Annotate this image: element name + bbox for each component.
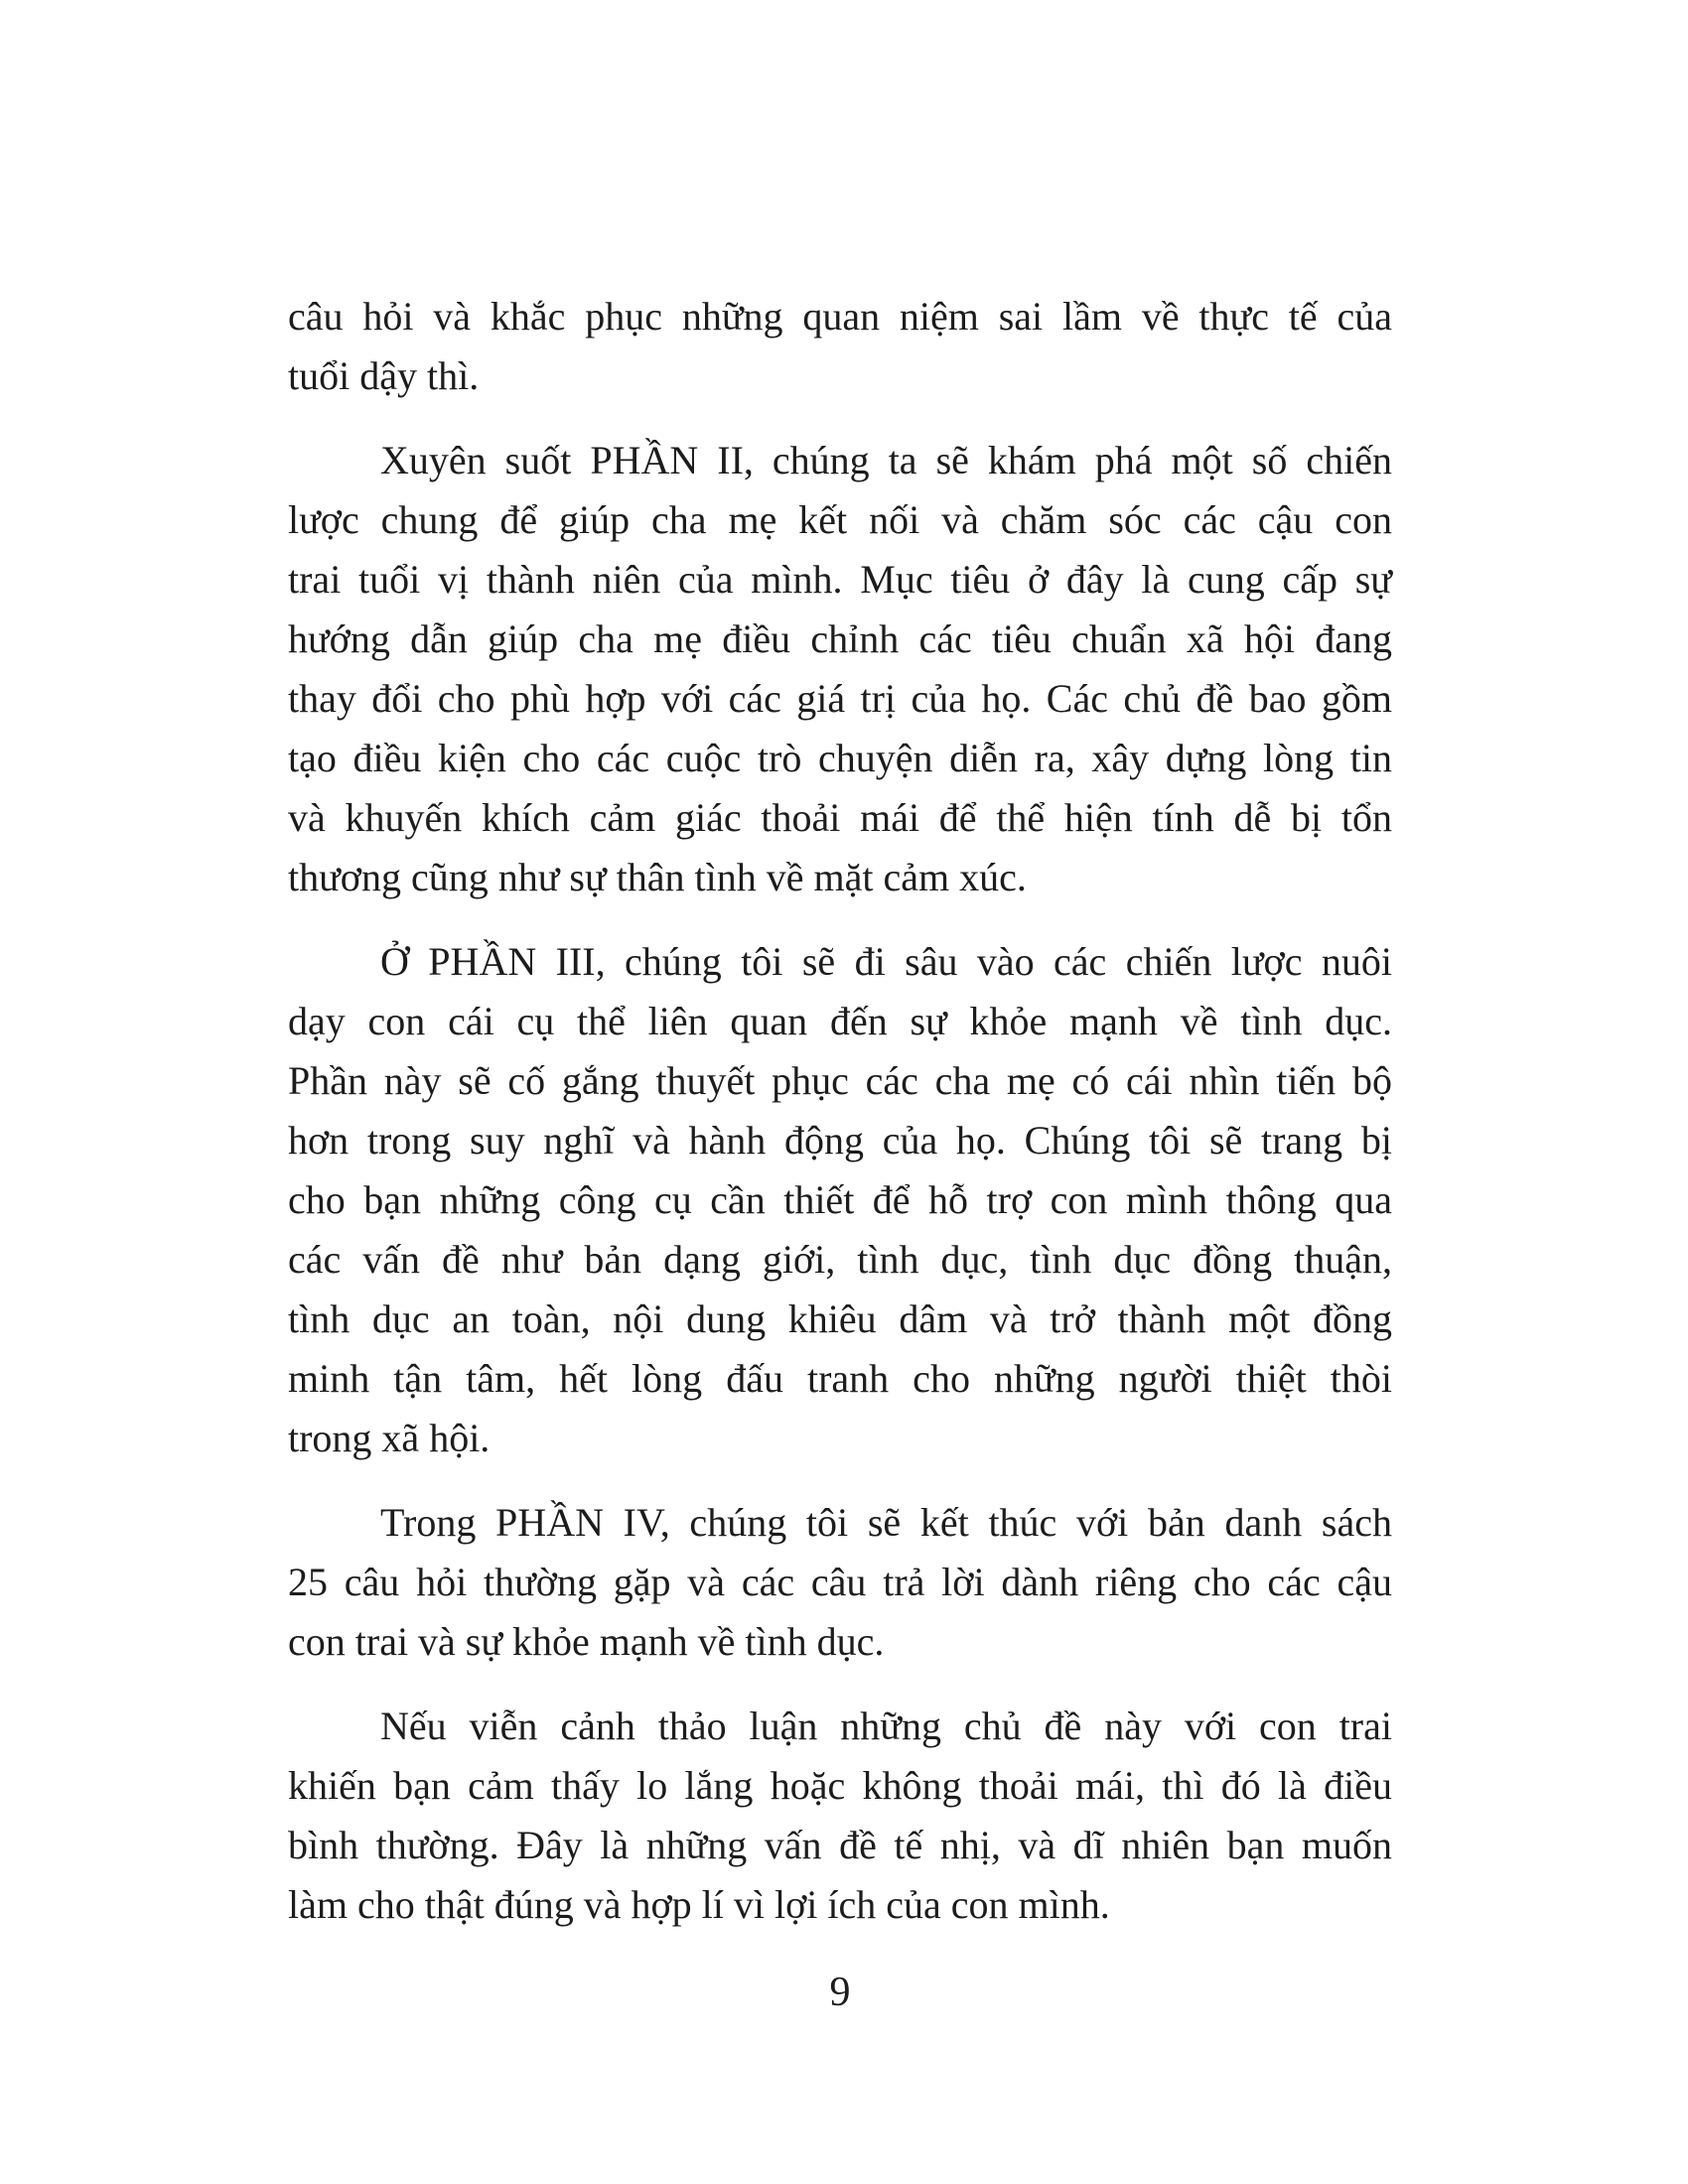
text-line: 25 câu hỏi thường gặp và các câu trả lời dành riêng cho các cậu (288, 1560, 1392, 1604)
text-line: và khuyến khích cảm giác thoải mái để thể hiện tính dễ bị tổn (288, 795, 1392, 840)
text-line: tình dục an toàn, nội dung khiêu dâm và trở thành một đồng (288, 1297, 1392, 1341)
text-line: hơn trong suy nghĩ và hành động của họ. Chúng tôi sẽ trang bị (288, 1118, 1392, 1162)
text-line: Trong PHẦN IV, chúng tôi sẽ kết thúc với bản danh sách (380, 1500, 1392, 1545)
text-line: tạo điều kiện cho các cuộc trò chuyện diễn ra, xây dựng lòng tin (288, 736, 1392, 780)
page-body (288, 287, 1392, 1935)
text-line: bình thường. Đây là những vấn đề tế nhị, và dĩ nhiên bạn muốn (288, 1823, 1392, 1867)
text-line: Xuyên suốt PHẦN II, chúng ta sẽ khám phá một số chiến (380, 438, 1392, 482)
text-line: tuổi dậy thì. (288, 353, 480, 398)
paragraph-2 (288, 431, 1392, 907)
page-number: 9 (829, 1970, 851, 2015)
text-line: Nếu viễn cảnh thảo luận những chủ đề này với con trai (380, 1704, 1392, 1748)
paragraph-3 (288, 932, 1392, 1468)
text-line: cho bạn những công cụ cần thiết để hỗ trợ con mình thông qua (288, 1177, 1392, 1222)
text-line: minh tận tâm, hết lòng đấu tranh cho những người thiệt thòi (288, 1356, 1392, 1401)
paragraph-1 (288, 287, 1392, 406)
text-line: dạy con cái cụ thể liên quan đến sự khỏe mạnh về tình dục. (288, 999, 1392, 1043)
paragraph-4 (288, 1493, 1392, 1672)
text-line: Ở PHẦN III, chúng tôi sẽ đi sâu vào các chiến lược nuôi (380, 939, 1392, 984)
text-line: khiến bạn cảm thấy lo lắng hoặc không thoải mái, thì đó là điều (288, 1763, 1392, 1808)
text-line: Phần này sẽ cố gắng thuyết phục các cha mẹ có cái nhìn tiến bộ (288, 1058, 1392, 1103)
text-line: câu hỏi và khắc phục những quan niệm sai lầm về thực tế của (288, 294, 1392, 339)
text-line: hướng dẫn giúp cha mẹ điều chỉnh các tiêu chuẩn xã hội đang (288, 616, 1392, 661)
text-line: các vấn đề như bản dạng giới, tình dục, tình dục đồng thuận, (288, 1237, 1392, 1282)
text-line: lược chung để giúp cha mẹ kết nối và chăm sóc các cậu con (288, 497, 1392, 542)
text-line: trai tuổi vị thành niên của mình. Mục tiêu ở đây là cung cấp sự (288, 557, 1392, 602)
text-line: trong xã hội. (288, 1416, 491, 1460)
text-line: thương cũng như sự thân tình về mặt cảm xúc. (288, 855, 1027, 899)
text-line: con trai và sự khỏe mạnh về tình dục. (288, 1619, 885, 1664)
text-line: thay đổi cho phù hợp với các giá trị của họ. Các chủ đề bao gồm (288, 676, 1392, 721)
text-line: làm cho thật đúng và hợp lí vì lợi ích của con mình. (288, 1882, 1110, 1927)
paragraph-5 (288, 1697, 1392, 1935)
